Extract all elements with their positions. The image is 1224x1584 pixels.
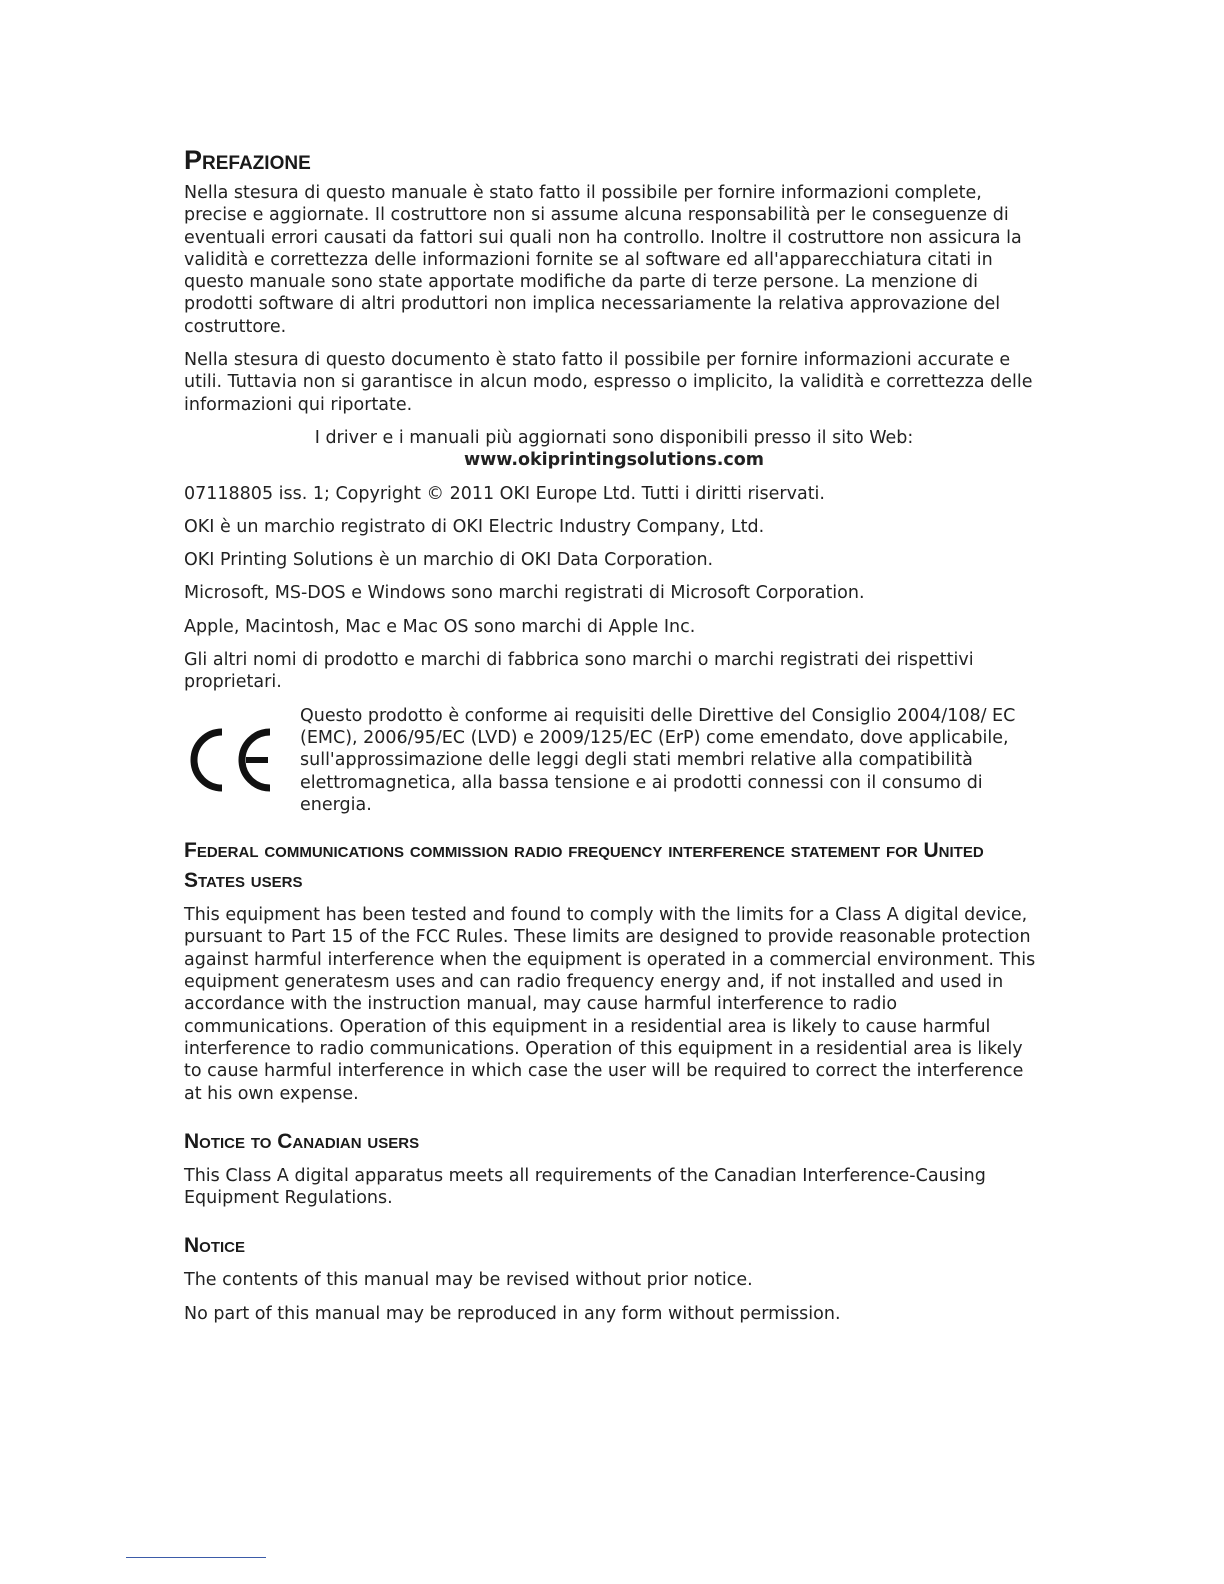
prefazione-paragraph-1: Nella stesura di questo manuale è stato fatto il possibile per fornire informazioni complete, precise e aggiornate. Il costruttore non si assume alcuna responsabilità per le conseguenze di eventuali errori causati da fattori sui quali non ha controllo. Inoltre il costruttore non assicura la validità e correttezza delle informazioni fornite se al software ed all'apparecchiatura citati in questo manuale sono state apportate modifiche da parte di terze persone. La menzione di prodotti software di altri produttori non implica necessariamente la relativa approvazione del costruttore. <box>184 183 1022 337</box>
notice-line-1: The contents of this manual may be revised without prior notice. <box>184 1270 753 1291</box>
prefazione-heading: Prefazione <box>184 145 311 175</box>
ce-conformity-block <box>184 705 1044 816</box>
canada-heading: Notice to Canadian users <box>184 1129 420 1153</box>
prefazione-paragraph-2: Nella stesura di questo documento è stato fatto il possibile per fornire informazioni accurate e utili. Tuttavia non si garantisce in alcun modo, espresso o implicito, la validità e correttezza delle informazioni qui riportate. <box>184 350 1033 415</box>
trademark-others: Gli altri nomi di prodotto e marchi di fabbrica sono marchi o marchi registrati dei rispettivi proprietari. <box>184 650 974 693</box>
page-content <box>184 140 1044 1336</box>
fcc-body: This equipment has been tested and found to comply with the limits for a Class A digital device, pursuant to Part 15 of the FCC Rules. These limits are designed to provide reasonable protection against harmful interference when the equipment is operated in a commercial environment. This equipment generatesm uses and can radio frequency energy and, if not installed and used in accordance with the instruction manual, may cause harmful interference to radio communications. Operation of this equipment in a residential area is likely to cause harmful interference to radio communications. Operation of this equipment in a residential area is likely to cause harmful interference in which case the user will be required to correct the interference at his own expense. <box>184 905 1036 1104</box>
canada-body: This Class A digital apparatus meets all requirements of the Canadian Interference-Causing Equipment Regulations. <box>184 1165 986 1209</box>
driver-note-block <box>184 427 1044 472</box>
trademark-oki-printing-solutions: OKI Printing Solutions è un marchio di OKI Data Corporation. <box>184 550 714 571</box>
footnote-divider <box>126 1557 266 1558</box>
trademark-oki: OKI è un marchio registrato di OKI Electric Industry Company, Ltd. <box>184 516 765 537</box>
trademark-microsoft: Microsoft, MS-DOS e Windows sono marchi registrati di Microsoft Corporation. <box>184 583 865 604</box>
ce-conformity-text: Questo prodotto è conforme ai requisiti delle Direttive del Consiglio 2004/108/ EC (EMC), 2006/95/EC (LVD) e 2009/125/EC (ErP) come emendato, dove applicabile, sull'approssimazione delle leggi degli stati membri relative alla compatibilità elettromagnetica, alla bassa tensione e ai prodotti connessi con il consumo di energia. <box>300 705 1016 815</box>
trademark-apple: Apple, Macintosh, Mac e Mac OS sono marchi di Apple Inc. <box>184 616 696 637</box>
driver-note: I driver e i manuali più aggiornati sono disponibili presso il sito Web: <box>314 427 914 448</box>
ce-mark-icon <box>184 710 300 810</box>
notice-heading: Notice <box>184 1234 246 1258</box>
fcc-heading: Federal communications commission radio frequency interference statement for United States users <box>184 839 984 893</box>
notice-line-2: No part of this manual may be reproduced in any form without permission. <box>184 1303 841 1324</box>
copyright-line: 07118805 iss. 1; Copyright © 2011 OKI Europe Ltd. Tutti i diritti riservati. <box>184 483 825 504</box>
website-link[interactable]: www.okiprintingsolutions.com <box>463 450 765 471</box>
